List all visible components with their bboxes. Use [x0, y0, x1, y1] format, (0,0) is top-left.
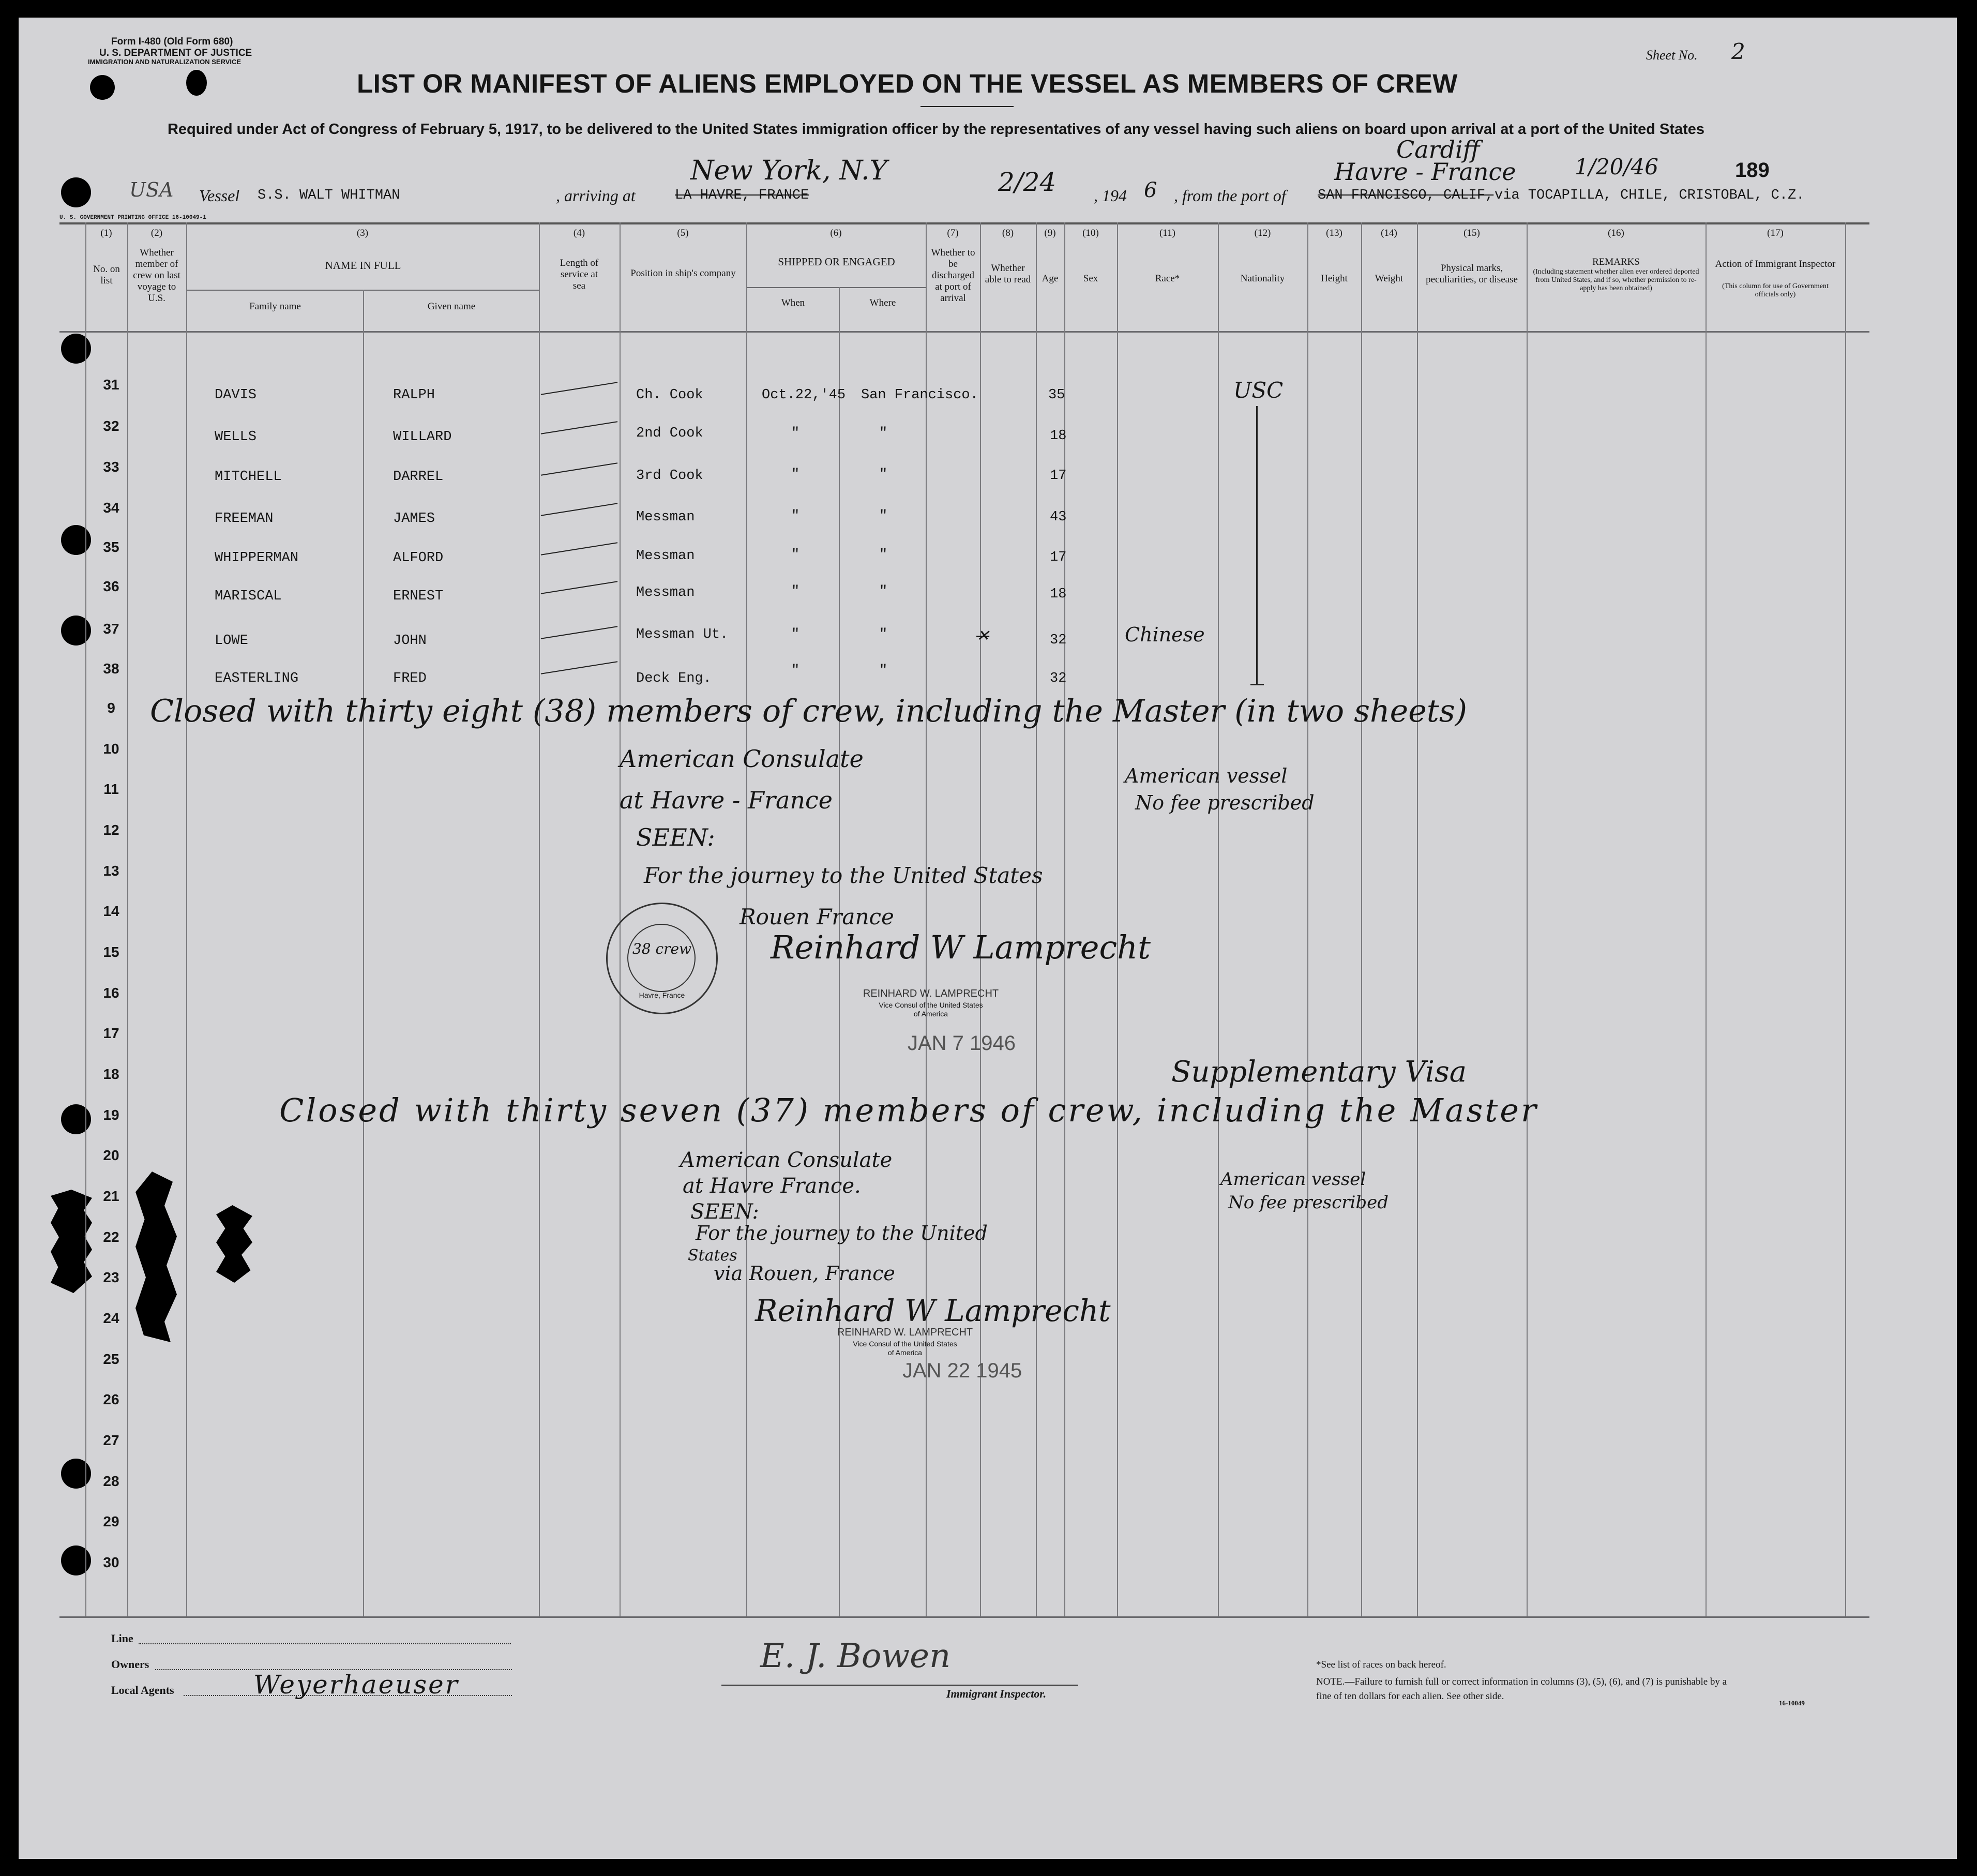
date-stamp-1: JAN 7 1946	[908, 1032, 1016, 1055]
race: Chinese	[1125, 623, 1205, 646]
column-number: (11)	[1159, 228, 1175, 238]
given-name: JOHN	[393, 633, 427, 649]
position: 3rd Cook	[636, 468, 703, 484]
sheet-number: 2	[1731, 39, 1745, 64]
row-number: 11	[103, 781, 119, 797]
punch-hole	[186, 70, 207, 96]
column-number: (13)	[1326, 228, 1342, 238]
row-number: 14	[103, 903, 119, 919]
fee-note-1a: American vessel	[1125, 764, 1288, 787]
col-able-to-read: Whether able to read	[985, 263, 1031, 285]
seal-place: Havre, France	[639, 991, 685, 999]
table-header-rule	[59, 331, 1869, 333]
fee-note-2b: No fee prescribed	[1228, 1192, 1389, 1213]
col-sex: Sex	[1083, 273, 1098, 284]
row-number: 15	[103, 944, 119, 960]
penalty-note: NOTE.—Failure to furnish full or correct information in columns (3), (5), (6), and (7) is punishable by a fine of ten dollars for each alien. See other side.	[1316, 1676, 1727, 1702]
where-shipped: "	[879, 663, 888, 679]
col-family-name: Family name	[249, 301, 301, 312]
col-nationality: Nationality	[1240, 273, 1285, 284]
col-height: Height	[1321, 273, 1348, 284]
seen-2: SEEN:	[690, 1200, 759, 1224]
family-name: FREEMAN	[215, 511, 274, 527]
column-divider	[620, 222, 621, 1616]
torn-edge-damage	[216, 1205, 252, 1283]
row-number: 16	[103, 985, 119, 1001]
punch-hole	[61, 177, 91, 207]
row-number: 35	[103, 539, 119, 555]
family-name: MARISCAL	[215, 589, 282, 604]
col-where: Where	[869, 297, 896, 308]
column-number: (15)	[1463, 228, 1480, 238]
page-number: 189	[1735, 159, 1770, 182]
column-divider	[1117, 222, 1118, 1616]
arriving-struck: LA HAVRE, FRANCE	[675, 188, 809, 203]
col-physical-marks: Physical marks, peculiarities, or disease	[1426, 263, 1518, 285]
position: Ch. Cook	[636, 387, 703, 403]
row-number: 30	[103, 1554, 119, 1570]
column-number: (7)	[947, 228, 959, 238]
port-typed: via TOCAPILLA, CHILE, CRISTOBAL, C.Z.	[1495, 188, 1805, 203]
age: 18	[1050, 428, 1067, 444]
given-name: JAMES	[393, 511, 435, 527]
column-divider	[85, 222, 86, 1616]
consul-signature-1: Reinhard W Lamprecht	[771, 928, 1151, 966]
col-inspector-action: Action of Immigrant Inspector	[1715, 259, 1836, 269]
title-rule	[920, 106, 1014, 107]
agents-label: Local Agents	[111, 1684, 174, 1697]
column-number: (2)	[150, 228, 163, 238]
col-weight: Weight	[1375, 273, 1403, 284]
supplementary-visa: Supplementary Visa	[1171, 1055, 1467, 1089]
where-shipped: "	[879, 426, 888, 441]
col-position: Position in ship's company	[630, 268, 736, 279]
row-number: 26	[103, 1391, 119, 1407]
fee-note-1b: No fee prescribed	[1135, 791, 1315, 814]
journey-note-2b: States	[688, 1247, 737, 1265]
fee-note-2a: American vessel	[1220, 1169, 1366, 1190]
col-length-of-service: Length of service at sea	[560, 258, 599, 291]
from-label: , from the port of	[1174, 186, 1286, 205]
consulate-note-1: American Consulate	[620, 745, 864, 773]
column-divider	[1307, 222, 1308, 1616]
closing-note-1: Closed with thirty eight (38) members of crew, including the Master (in two sheets)	[150, 693, 1468, 729]
col-name-in-full: NAME IN FULL	[325, 259, 401, 272]
position: Messman Ut.	[636, 627, 729, 642]
col-race: Race*	[1155, 273, 1180, 284]
col-given-name: Given name	[427, 301, 476, 312]
family-name: DAVIS	[215, 387, 257, 403]
column-number: (4)	[573, 228, 585, 238]
punch-hole	[61, 1459, 91, 1489]
when-shipped: "	[791, 627, 800, 642]
col-shipped-or-engaged: SHIPPED OR ENGAGED	[778, 256, 895, 268]
given-name: WILLARD	[393, 429, 452, 445]
nationality: USC	[1233, 378, 1284, 403]
column-number: (6)	[830, 228, 842, 238]
usa-note: USA	[129, 178, 174, 201]
given-name: ALFORD	[393, 550, 444, 566]
where-shipped: "	[879, 508, 888, 524]
shipped-subheader-rule	[747, 287, 926, 288]
vessel-label: Vessel	[199, 186, 240, 205]
row-number: 22	[103, 1229, 119, 1245]
arrival-date: 2/24	[998, 167, 1057, 197]
seal-crew-count: 38 crew	[632, 940, 692, 957]
row-number: 12	[103, 822, 119, 838]
column-divider	[1845, 222, 1846, 1616]
col-when: When	[781, 297, 805, 308]
when-shipped: "	[791, 547, 800, 563]
printing-office: U. S. GOVERNMENT PRINTING OFFICE 16-10049-1	[59, 215, 206, 221]
row-number: 20	[103, 1147, 119, 1163]
row-number: 34	[103, 500, 119, 516]
local-agents-hand: Weyerhaeuser	[253, 1670, 459, 1700]
row-number: 17	[103, 1025, 119, 1041]
ditto-line-end	[1250, 684, 1264, 685]
punch-hole	[61, 525, 91, 555]
position: Messman	[636, 585, 695, 601]
consul-name-1: REINHARD W. LAMPRECHT	[863, 988, 999, 999]
column-divider	[980, 222, 981, 1616]
department: U. S. DEPARTMENT OF JUSTICE	[99, 48, 252, 58]
column-divider	[1706, 222, 1707, 1616]
table-bottom-rule	[59, 1616, 1869, 1618]
table-top-rule	[59, 222, 1869, 224]
column-divider	[1218, 222, 1219, 1616]
consulate-place-1: at Havre - France	[620, 786, 833, 814]
port-hand-cardiff: Cardiff	[1396, 136, 1480, 163]
given-name: FRED	[393, 671, 427, 686]
row-number: 24	[103, 1310, 119, 1326]
column-number: (5)	[677, 228, 689, 238]
col-remarks-note: (Including statement whether alien ever ordered deported from United States, and if so, whether permission to re-apply has been obtained)	[1533, 268, 1699, 292]
position: Messman	[636, 509, 695, 525]
column-divider	[539, 222, 540, 1616]
journey-place-1: Rouen France	[740, 904, 894, 929]
when-shipped: Oct.22,'45	[762, 387, 846, 403]
position: 2nd Cook	[636, 426, 703, 441]
family-name: LOWE	[215, 633, 248, 649]
row-number: 27	[103, 1432, 119, 1448]
row-number: 13	[103, 863, 119, 879]
where-shipped: "	[879, 547, 888, 563]
col-age: Age	[1042, 273, 1059, 284]
year-hand: 6	[1144, 178, 1157, 202]
sheet-label: Sheet No.	[1646, 48, 1698, 63]
read-scribble: ✕	[976, 627, 990, 645]
punch-hole	[90, 75, 115, 100]
family-name: WHIPPERMAN	[215, 550, 299, 566]
row-number: 21	[103, 1188, 119, 1204]
port-struck: SAN FRANCISCO, CALIF,	[1318, 188, 1494, 203]
punch-hole	[61, 616, 91, 646]
column-number: (17)	[1767, 228, 1784, 238]
position: Messman	[636, 548, 695, 564]
age: 35	[1048, 387, 1065, 403]
row-number: 18	[103, 1066, 119, 1082]
consulate-place-2: at Havre France.	[683, 1174, 861, 1198]
consular-seal-stamp	[606, 903, 718, 1014]
column-number: (3)	[356, 228, 369, 238]
col-no-on-list: No. on list	[93, 264, 120, 286]
column-number: (9)	[1044, 228, 1056, 238]
when-shipped: "	[791, 426, 800, 441]
row-number: 38	[103, 661, 119, 677]
given-name: DARREL	[393, 469, 444, 485]
column-divider	[1361, 222, 1362, 1616]
form-id: Form I-480 (Old Form 680)	[111, 36, 233, 47]
col-inspector-note: (This column for use of Government officials only)	[1722, 282, 1829, 298]
family-name: MITCHELL	[215, 469, 282, 485]
where-shipped: "	[879, 584, 888, 599]
age: 32	[1050, 633, 1067, 648]
closing-note-2: Closed with thirty seven (37) members of crew, including the Master	[279, 1091, 1538, 1129]
age: 18	[1050, 587, 1067, 602]
row-number: 9	[107, 700, 115, 716]
punch-hole	[61, 1545, 91, 1575]
inspector-label: Immigrant Inspector.	[946, 1687, 1047, 1700]
line-label: Line	[111, 1632, 133, 1645]
consul-signature-2: Reinhard W Lamprecht	[755, 1293, 1111, 1328]
row-number: 10	[103, 741, 119, 757]
where-shipped: "	[879, 467, 888, 483]
journey-note-1: For the journey to the United States	[644, 863, 1043, 888]
seen-1: SEEN:	[636, 823, 715, 851]
age: 17	[1050, 468, 1067, 484]
row-number: 33	[103, 459, 119, 475]
inspector-signature: E. J. Bowen	[760, 1637, 951, 1675]
row-number: 19	[103, 1107, 119, 1123]
column-number: (12)	[1254, 228, 1271, 238]
arriving-label: , arriving at	[556, 186, 636, 205]
family-name: EASTERLING	[215, 671, 299, 686]
seal-inner-ring	[627, 924, 696, 992]
consul-name-2: REINHARD W. LAMPRECHT	[837, 1327, 973, 1338]
col-last-voyage: Whether member of crew on last voyage to U.S.	[133, 247, 180, 304]
when-shipped: "	[791, 584, 800, 599]
column-number: (8)	[1002, 228, 1014, 238]
races-note: *See list of races on back hereof.	[1316, 1659, 1446, 1670]
when-shipped: "	[791, 663, 800, 679]
family-name: WELLS	[215, 429, 257, 445]
vessel-name: S.S. WALT WHITMAN	[258, 188, 400, 203]
column-number: (16)	[1608, 228, 1624, 238]
column-number: (1)	[100, 228, 112, 238]
where-shipped: San Francisco.	[861, 387, 978, 403]
column-divider	[186, 222, 187, 1616]
column-divider	[926, 222, 927, 1616]
column-divider	[1417, 222, 1418, 1616]
row-number: 31	[103, 377, 119, 393]
where-shipped: "	[879, 627, 888, 642]
row-number: 25	[103, 1351, 119, 1367]
journey-place-2: via Rouen, France	[714, 1262, 895, 1285]
consul-title-2b: of America	[887, 1348, 923, 1357]
column-divider	[1527, 222, 1528, 1616]
age: 43	[1050, 509, 1067, 525]
punch-hole	[61, 1104, 91, 1134]
age: 32	[1050, 671, 1067, 686]
punch-hole	[61, 334, 91, 364]
arriving-hand: New York, N.Y	[690, 155, 887, 186]
form-code: 16-10049	[1779, 1699, 1805, 1707]
consul-title-1: Vice Consul of the United States	[879, 1001, 983, 1009]
row-number: 37	[103, 621, 119, 637]
consul-title-2: Vice Consul of the United States	[853, 1340, 957, 1348]
consulate-note-2: American Consulate	[680, 1148, 893, 1172]
position: Deck Eng.	[636, 671, 712, 686]
consul-title-1b: of America	[913, 1010, 948, 1018]
column-divider	[1036, 222, 1037, 1616]
line-field	[139, 1643, 511, 1645]
year-label: , 194	[1094, 186, 1127, 205]
page-title: LIST OR MANIFEST OF ALIENS EMPLOYED ON THE VESSEL AS MEMBERS OF CREW	[357, 69, 1458, 98]
port-date-hand: 1/20/46	[1575, 154, 1658, 179]
port-hand-havre: Havre - France	[1334, 158, 1516, 186]
col-discharged: Whether to be discharged at port of arrival	[931, 247, 975, 304]
inspector-line	[721, 1685, 1078, 1686]
when-shipped: "	[791, 508, 800, 524]
given-name: RALPH	[393, 387, 435, 403]
row-number: 28	[103, 1473, 119, 1489]
column-number: (10)	[1082, 228, 1099, 238]
when-shipped: "	[791, 467, 800, 483]
page-subtitle: Required under Act of Congress of February 5, 1917, to be delivered to the United States immigration officer by the representatives of any vessel having such aliens on board upon arrival at a port of the United States	[167, 121, 1705, 138]
col-remarks: REMARKS	[1592, 257, 1640, 267]
row-number: 36	[103, 578, 119, 594]
column-number: (14)	[1381, 228, 1397, 238]
given-name: ERNEST	[393, 589, 444, 604]
owners-label: Owners	[111, 1658, 149, 1671]
journey-note-2: For the journey to the United	[696, 1222, 988, 1244]
service: IMMIGRATION AND NATURALIZATION SERVICE	[88, 58, 242, 66]
row-number: 23	[103, 1269, 119, 1285]
ditto-line	[1256, 406, 1258, 685]
row-number: 32	[103, 418, 119, 434]
age: 17	[1050, 550, 1067, 565]
date-stamp-2: JAN 22 1945	[902, 1359, 1022, 1382]
row-number: 29	[103, 1513, 119, 1529]
column-divider	[363, 290, 364, 1616]
